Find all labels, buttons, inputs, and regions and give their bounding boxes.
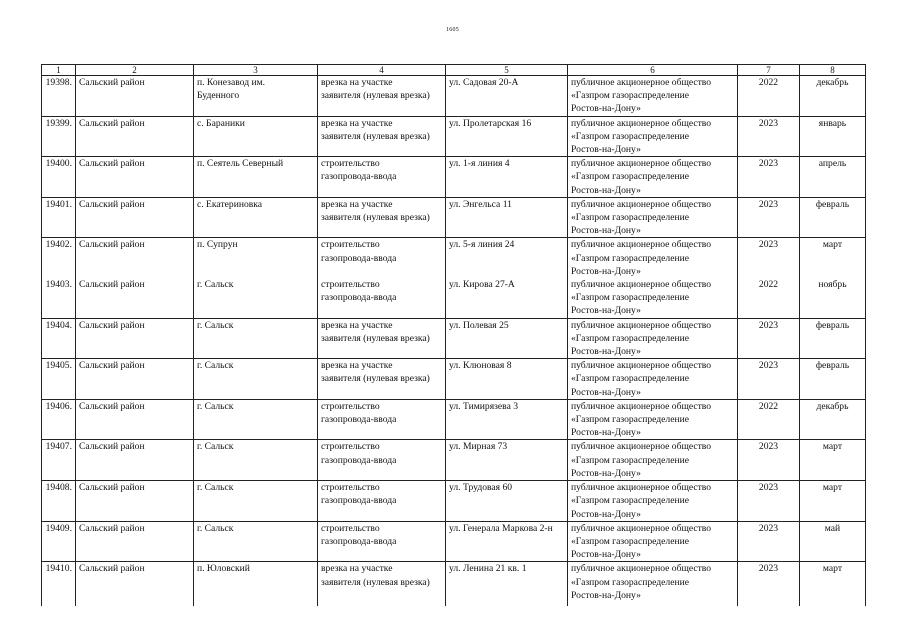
table-row (42, 359, 866, 400)
month: март (822, 563, 843, 575)
organization-line: «Газпром газораспределение (571, 252, 689, 264)
district-cell (76, 440, 194, 481)
organization-cell (568, 440, 738, 481)
organization-line: Ростов-на-Дону» (571, 467, 641, 479)
month: ноябрь (818, 279, 847, 291)
row-number: 19402. (45, 239, 72, 251)
year: 2023 (758, 563, 779, 575)
district-cell (76, 76, 194, 117)
table-row (42, 521, 866, 562)
address: ул. Тимирязева 3 (449, 400, 519, 412)
row-number: 19398. (45, 77, 72, 88)
year-cell (738, 157, 800, 198)
locality-line: г. Сальск (197, 279, 234, 291)
column-header: 4 (318, 65, 446, 76)
address: ул. Клюновая 8 (449, 360, 512, 372)
locality-cell (194, 359, 318, 400)
month-cell (800, 238, 866, 278)
address-cell (446, 481, 568, 522)
row-number-cell (42, 238, 76, 278)
district-name: Сальский район (79, 360, 145, 372)
table-row (42, 399, 866, 440)
organization-line: Ростов-на-Дону» (571, 103, 641, 115)
organization-cell (568, 399, 738, 440)
month-cell (800, 157, 866, 198)
locality-cell (194, 278, 318, 318)
work-type-cell (318, 197, 446, 238)
month-cell (800, 359, 866, 400)
district-cell (76, 359, 194, 400)
column-number-header-row (42, 65, 866, 76)
address-cell (446, 157, 568, 198)
address-cell (446, 359, 568, 400)
row-number: 19410. (45, 563, 72, 575)
district-cell (76, 157, 194, 198)
address: ул. Полевая 25 (449, 319, 509, 331)
work-type-cell (318, 562, 446, 607)
organization-cell (568, 76, 738, 117)
organization-line: «Газпром газораспределение (571, 576, 689, 588)
row-number-cell (42, 481, 76, 522)
year: 2023 (758, 198, 779, 210)
district-name: Сальский район (79, 158, 145, 170)
work-type-line: врезка на участке (321, 563, 393, 575)
district-name: Сальский район (79, 239, 145, 251)
organization-line: Ростов-на-Дону» (571, 386, 641, 398)
table-row (42, 238, 866, 278)
work-type-line: газопровода-ввода (321, 171, 397, 183)
work-type-cell (318, 238, 446, 278)
year-cell (738, 318, 800, 359)
address: ул. 5-я линия 24 (449, 239, 515, 251)
work-type-line: врезка на участке (321, 198, 393, 210)
year: 2023 (758, 117, 779, 129)
work-type-line: строительство (321, 482, 380, 494)
year-cell (738, 278, 800, 318)
year-cell (738, 440, 800, 481)
work-type-cell (318, 157, 446, 198)
month: январь (818, 117, 847, 129)
table-row (42, 440, 866, 481)
row-number-cell (42, 399, 76, 440)
table-row (42, 278, 866, 318)
row-number-cell (42, 521, 76, 562)
work-type-line: газопровода-ввода (321, 535, 397, 547)
district-cell (76, 481, 194, 522)
district-cell (76, 197, 194, 238)
work-type-line: строительство (321, 400, 380, 412)
page-number: 1605 (446, 27, 459, 33)
organization-line: «Газпром газораспределение (571, 212, 689, 224)
work-type-cell (318, 440, 446, 481)
district-cell (76, 562, 194, 607)
month: декабрь (816, 400, 849, 412)
work-type-line: строительство (321, 158, 380, 170)
year: 2022 (758, 279, 779, 291)
district-name: Сальский район (79, 563, 145, 575)
row-number: 19399. (45, 117, 72, 129)
table-row (42, 481, 866, 522)
locality-cell (194, 116, 318, 157)
year: 2023 (758, 360, 779, 372)
work-type-line: заявителя (нулевая врезка) (321, 130, 430, 142)
work-type-line: врезка на участке (321, 360, 393, 372)
work-type-cell (318, 359, 446, 400)
organization-line: Ростов-на-Дону» (571, 427, 641, 439)
locality-line: п. Юловский (197, 563, 250, 575)
locality-cell (194, 481, 318, 522)
month-cell (800, 278, 866, 318)
month-cell (800, 197, 866, 238)
month: март (822, 239, 843, 251)
address-cell (446, 116, 568, 157)
month-cell (800, 481, 866, 522)
column-header: 3 (194, 65, 318, 76)
organization-line: публичное акционерное общество (571, 441, 712, 453)
table-row (42, 157, 866, 198)
district-cell (76, 278, 194, 318)
locality-line: г. Сальск (197, 360, 234, 372)
work-type-line: заявителя (нулевая врезка) (321, 212, 430, 224)
address: ул. 1-я линия 4 (449, 158, 510, 170)
year-cell (738, 481, 800, 522)
row-number-cell (42, 278, 76, 318)
month-cell (800, 399, 866, 440)
locality-line: с. Бараники (197, 117, 245, 129)
locality-cell (194, 440, 318, 481)
work-type-line: строительство (321, 522, 380, 534)
address: ул. Энгельса 11 (449, 198, 512, 210)
organization-cell (568, 481, 738, 522)
row-number: 19403. (45, 279, 72, 291)
organization-line: Ростов-на-Дону» (571, 144, 641, 156)
table-row (42, 116, 866, 157)
address: ул. Пролетарская 16 (449, 117, 532, 129)
address: ул. Трудовая 60 (449, 482, 513, 494)
address: ул. Генерала Маркова 2-н (449, 522, 553, 534)
work-type-line: заявителя (нулевая врезка) (321, 90, 430, 102)
year-cell (738, 238, 800, 278)
table-row (42, 562, 866, 607)
locality-line: г. Сальск (197, 400, 234, 412)
district-name: Сальский район (79, 77, 145, 88)
locality-cell (194, 238, 318, 278)
organization-line: публичное акционерное общество (571, 563, 712, 575)
organization-line: Ростов-на-Дону» (571, 549, 641, 561)
registry-body (42, 76, 866, 607)
locality-line: г. Сальск (197, 441, 234, 453)
year: 2022 (758, 77, 779, 88)
month-cell (800, 440, 866, 481)
organization-cell (568, 197, 738, 238)
address: ул. Садовая 20-А (449, 77, 519, 88)
row-number-cell (42, 318, 76, 359)
month: февраль (815, 360, 850, 372)
organization-line: Ростов-на-Дону» (571, 346, 641, 358)
month: декабрь (816, 77, 849, 88)
organization-line: Ростов-на-Дону» (571, 184, 641, 196)
organization-line: Ростов-на-Дону» (571, 589, 641, 601)
work-type-line: газопровода-ввода (321, 292, 397, 304)
row-number: 19401. (45, 198, 72, 210)
work-type-line: газопровода-ввода (321, 414, 397, 426)
organization-cell (568, 116, 738, 157)
year: 2023 (758, 522, 779, 534)
locality-cell (194, 157, 318, 198)
work-type-line: врезка на участке (321, 117, 393, 129)
organization-cell (568, 562, 738, 607)
district-cell (76, 238, 194, 278)
organization-line: «Газпром газораспределение (571, 373, 689, 385)
organization-line: «Газпром газораспределение (571, 332, 689, 344)
organization-line: «Газпром газораспределение (571, 292, 689, 304)
row-number: 19405. (45, 360, 72, 372)
locality-line: г. Сальск (197, 522, 234, 534)
work-type-line: заявителя (нулевая врезка) (321, 332, 430, 344)
row-number: 19406. (45, 400, 72, 412)
row-number: 19404. (45, 319, 72, 331)
district-name: Сальский район (79, 198, 145, 210)
organization-cell (568, 238, 738, 278)
column-header: 2 (76, 65, 194, 76)
locality-line: п. Супрун (197, 239, 238, 251)
organization-line: публичное акционерное общество (571, 279, 712, 291)
locality-cell (194, 76, 318, 117)
month-cell (800, 76, 866, 117)
year: 2022 (758, 400, 779, 412)
address: ул. Мирная 73 (449, 441, 508, 453)
organization-line: публичное акционерное общество (571, 77, 712, 88)
district-name: Сальский район (79, 117, 145, 129)
organization-line: публичное акционерное общество (571, 400, 712, 412)
organization-line: «Газпром газораспределение (571, 535, 689, 547)
organization-line: «Газпром газораспределение (571, 414, 689, 426)
work-type-line: газопровода-ввода (321, 495, 397, 507)
locality-line: с. Екатериновка (197, 198, 263, 210)
organization-line: «Газпром газораспределение (571, 171, 689, 183)
district-name: Сальский район (79, 441, 145, 453)
locality-cell (194, 562, 318, 607)
locality-cell (194, 521, 318, 562)
work-type-cell (318, 318, 446, 359)
column-header: 7 (738, 65, 800, 76)
organization-line: Ростов-на-Дону» (571, 265, 641, 277)
year-cell (738, 521, 800, 562)
organization-cell (568, 521, 738, 562)
row-number-cell (42, 359, 76, 400)
row-number-cell (42, 116, 76, 157)
organization-cell (568, 278, 738, 318)
organization-cell (568, 318, 738, 359)
organization-line: публичное акционерное общество (571, 158, 712, 170)
organization-line: «Газпром газораспределение (571, 495, 689, 507)
district-name: Сальский район (79, 400, 145, 412)
district-cell (76, 318, 194, 359)
year-cell (738, 116, 800, 157)
address-cell (446, 278, 568, 318)
row-number-cell (42, 157, 76, 198)
year: 2023 (758, 158, 779, 170)
year: 2023 (758, 319, 779, 331)
work-type-line: строительство (321, 441, 380, 453)
year: 2023 (758, 239, 779, 251)
year-cell (738, 562, 800, 607)
district-name: Сальский район (79, 482, 145, 494)
work-type-line: газопровода-ввода (321, 454, 397, 466)
work-type-line: заявителя (нулевая врезка) (321, 373, 430, 385)
month: март (822, 482, 843, 494)
organization-cell (568, 359, 738, 400)
month-cell (800, 318, 866, 359)
year-cell (738, 76, 800, 117)
month-cell (800, 562, 866, 607)
month: май (824, 522, 841, 534)
month-cell (800, 116, 866, 157)
table-row (42, 318, 866, 359)
address-cell (446, 562, 568, 607)
locality-line: п. Сеятель Северный (197, 158, 284, 170)
row-number: 19400. (45, 158, 72, 170)
work-type-cell (318, 76, 446, 117)
organization-line: публичное акционерное общество (571, 239, 712, 251)
column-header: 5 (446, 65, 568, 76)
work-type-cell (318, 399, 446, 440)
address-cell (446, 440, 568, 481)
work-type-line: врезка на участке (321, 319, 393, 331)
organization-line: Ростов-на-Дону» (571, 305, 641, 317)
work-type-line: заявителя (нулевая врезка) (321, 576, 430, 588)
district-cell (76, 116, 194, 157)
column-header: 1 (42, 65, 76, 76)
organization-line: «Газпром газораспределение (571, 90, 689, 102)
year-cell (738, 197, 800, 238)
organization-line: «Газпром газораспределение (571, 130, 689, 142)
address-cell (446, 521, 568, 562)
table-row (42, 76, 866, 117)
organization-line: «Газпром газораспределение (571, 454, 689, 466)
year-cell (738, 359, 800, 400)
organization-line: публичное акционерное общество (571, 522, 712, 534)
work-type-cell (318, 481, 446, 522)
table-row (42, 197, 866, 238)
organization-line: Ростов-на-Дону» (571, 225, 641, 237)
year: 2023 (758, 441, 779, 453)
locality-line: г. Сальск (197, 482, 234, 494)
row-number: 19409. (45, 522, 72, 534)
organization-line: публичное акционерное общество (571, 360, 712, 372)
organization-line: публичное акционерное общество (571, 198, 712, 210)
work-type-line: врезка на участке (321, 77, 393, 88)
address-cell (446, 238, 568, 278)
district-name: Сальский район (79, 319, 145, 331)
address: ул. Ленина 21 кв. 1 (449, 563, 527, 575)
row-number: 19407. (45, 441, 72, 453)
locality-cell (194, 197, 318, 238)
row-number-cell (42, 440, 76, 481)
month: апрель (818, 158, 847, 170)
organization-line: публичное акционерное общество (571, 482, 712, 494)
district-cell (76, 521, 194, 562)
work-type-cell (318, 278, 446, 318)
year: 2023 (758, 482, 779, 494)
year-cell (738, 399, 800, 440)
locality-line: Буденного (197, 90, 240, 102)
organization-line: публичное акционерное общество (571, 319, 712, 331)
column-header: 8 (800, 65, 866, 76)
address-cell (446, 76, 568, 117)
district-name: Сальский район (79, 279, 145, 291)
work-type-line: газопровода-ввода (321, 252, 397, 264)
row-number: 19408. (45, 482, 72, 494)
address-cell (446, 318, 568, 359)
row-number-cell (42, 76, 76, 117)
district-cell (76, 399, 194, 440)
gasification-registry-table (41, 64, 866, 606)
locality-line: п. Конезавод им. (197, 77, 266, 88)
month: февраль (815, 319, 850, 331)
month-cell (800, 521, 866, 562)
locality-cell (194, 399, 318, 440)
month: февраль (815, 198, 850, 210)
address-cell (446, 399, 568, 440)
row-number-cell (42, 197, 76, 238)
row-number-cell (42, 562, 76, 607)
locality-cell (194, 318, 318, 359)
district-name: Сальский район (79, 522, 145, 534)
work-type-line: строительство (321, 279, 380, 291)
work-type-line: строительство (321, 239, 380, 251)
organization-cell (568, 157, 738, 198)
column-header: 6 (568, 65, 738, 76)
month: март (822, 441, 843, 453)
address: ул. Кирова 27-А (449, 279, 515, 291)
locality-line: г. Сальск (197, 319, 234, 331)
address-cell (446, 197, 568, 238)
organization-line: публичное акционерное общество (571, 117, 712, 129)
organization-line: Ростов-на-Дону» (571, 508, 641, 520)
work-type-cell (318, 116, 446, 157)
work-type-cell (318, 521, 446, 562)
